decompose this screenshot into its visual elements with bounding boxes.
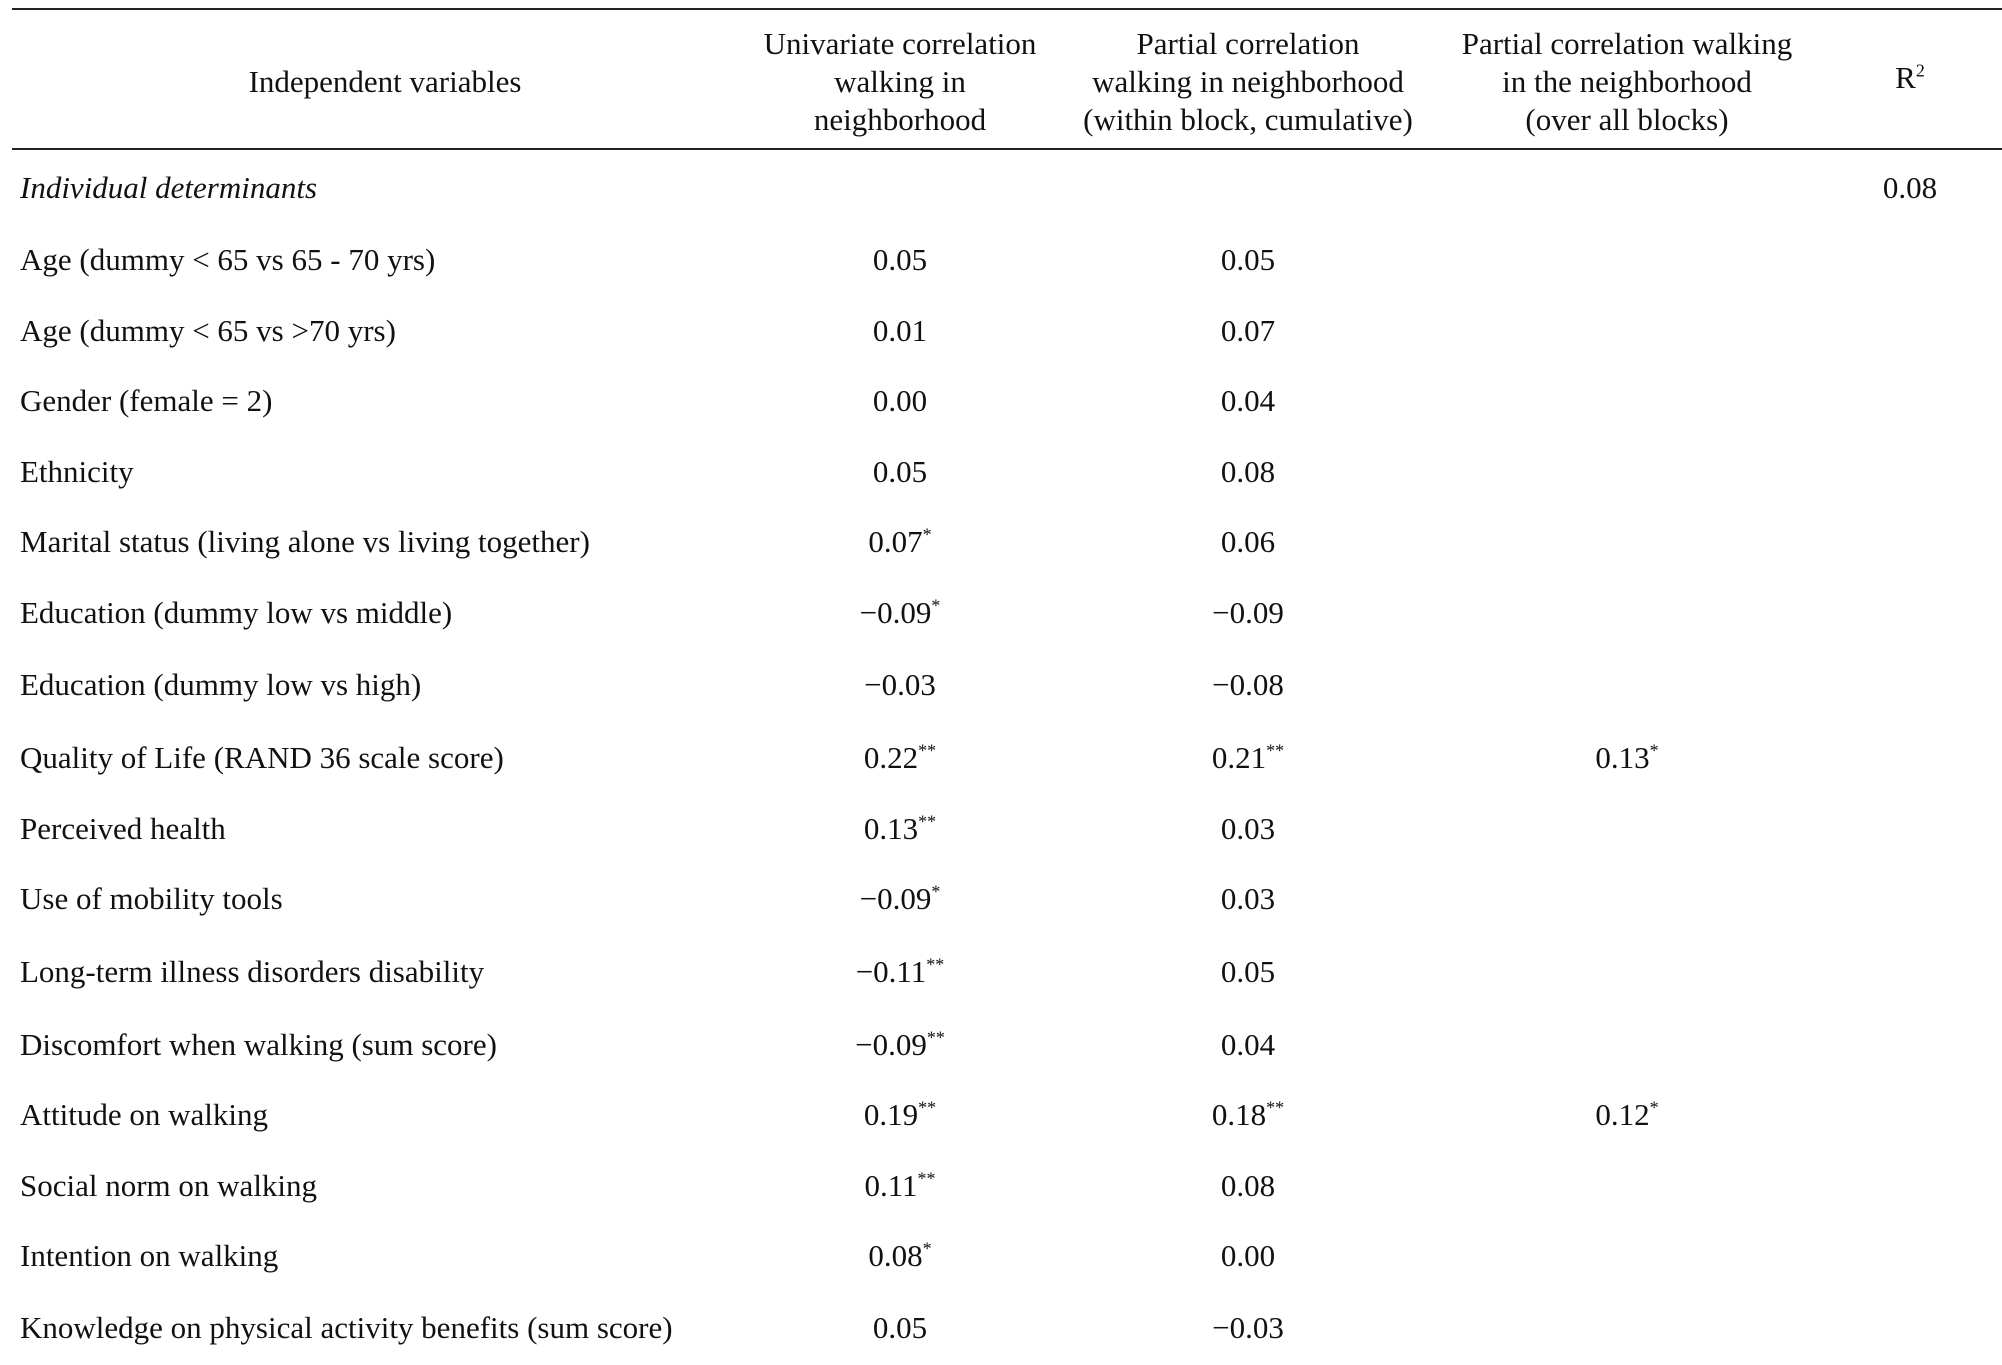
section-label: Individual determinants (20, 170, 318, 205)
row-label (20, 1166, 317, 1206)
row-partial-within-value: 0.05 (1220, 242, 1276, 277)
row-label-value: Age (dummy < 65 vs >70 yrs) (20, 313, 396, 348)
header-univariate-line-3: neighborhood (813, 102, 987, 137)
row-univariate (720, 952, 1080, 992)
row-univariate (720, 452, 1080, 492)
row-partial-within (1068, 879, 1428, 919)
row-univariate-value: −0.09 (859, 595, 932, 630)
header-partial-over-line-2: in the neighborhood (1502, 64, 1752, 99)
row-univariate-value: 0.19 (863, 1097, 919, 1132)
row-label-value: Education (dummy low vs middle) (20, 595, 453, 630)
row-partial-over-significance: * (1649, 1097, 1659, 1118)
row-label-value: Perceived health (20, 811, 226, 846)
row-univariate-value: −0.09 (855, 1027, 927, 1062)
row-univariate (720, 381, 1080, 421)
header-univariate-lines (764, 25, 1037, 139)
header-partial-over (1427, 22, 1827, 142)
row-univariate (720, 665, 1080, 705)
row-univariate-value: 0.22 (863, 740, 919, 775)
row-label-value: Gender (female = 2) (20, 383, 273, 418)
row-partial-within (1068, 1025, 1428, 1065)
row-partial-within-value: 0.08 (1220, 454, 1276, 489)
row-label (20, 1025, 497, 1065)
row-univariate (720, 1308, 1080, 1348)
row-label (20, 879, 283, 919)
header-r-squared (1820, 18, 2000, 138)
row-label-value: Marital status (living alone vs living together) (20, 524, 590, 559)
row-univariate (720, 240, 1080, 280)
row-label (20, 809, 226, 849)
row-partial-within-value: 0.04 (1220, 383, 1276, 418)
row-label (20, 738, 504, 778)
row-partial-within-value: −0.08 (1212, 667, 1284, 702)
row-label-value: Discomfort when walking (sum score) (20, 1027, 497, 1062)
row-univariate-significance: ** (918, 811, 937, 832)
row-univariate-value: 0.05 (872, 242, 928, 277)
row-partial-within (1068, 240, 1428, 280)
header-univariate-line-2: walking in (834, 64, 966, 99)
row-label (20, 952, 484, 992)
row-partial-within-value: 0.03 (1220, 811, 1276, 846)
row-partial-within-value: −0.09 (1212, 595, 1284, 630)
row-partial-within (1068, 311, 1428, 351)
row-partial-within-value: 0.04 (1220, 1027, 1276, 1062)
row-label-value: Attitude on walking (20, 1097, 268, 1132)
header-r2-base: R (1895, 60, 1916, 95)
section-r2-value: 0.08 (1882, 170, 1938, 205)
row-univariate-value: 0.07 (868, 524, 923, 559)
row-partial-over-significance: * (1649, 740, 1659, 761)
row-univariate (720, 593, 1080, 633)
table-top-rule (12, 8, 2002, 10)
row-partial-within (1068, 665, 1428, 705)
row-partial-within-value: 0.18 (1211, 1097, 1267, 1132)
row-partial-within-value: 0.05 (1220, 954, 1276, 989)
header-partial-within-line-3: (within block, cumulative) (1083, 102, 1413, 137)
row-univariate-value: 0.01 (872, 313, 928, 348)
row-partial-within (1068, 738, 1428, 778)
row-univariate (720, 1236, 1080, 1276)
row-label-value: Social norm on walking (20, 1168, 318, 1203)
header-partial-over-line-1: Partial correlation walking (1461, 26, 1793, 61)
row-partial-over (1447, 1095, 1807, 1135)
row-univariate (720, 1025, 1080, 1065)
row-label (20, 1236, 278, 1276)
row-univariate-significance: * (922, 1238, 932, 1259)
row-univariate-significance: ** (918, 1097, 937, 1118)
row-label-value: Knowledge on physical activity benefits (sum score) (20, 1310, 673, 1345)
row-partial-within-significance: ** (1266, 740, 1285, 761)
row-univariate-significance: ** (918, 740, 937, 761)
header-independent-variables (20, 22, 750, 142)
header-independent-text: Independent variables (248, 64, 522, 99)
header-r2-sup: 2 (1915, 60, 1925, 81)
header-partial-over-line-3: (over all blocks) (1525, 102, 1729, 137)
row-univariate (720, 879, 1080, 919)
row-univariate-significance: * (931, 595, 941, 616)
row-univariate-significance: ** (926, 954, 945, 975)
row-label (20, 381, 272, 421)
row-label-value: Education (dummy low vs high) (20, 667, 422, 702)
row-partial-over (1447, 738, 1807, 778)
row-univariate-value: 0.13 (863, 811, 919, 846)
row-univariate-value: 0.00 (872, 383, 928, 418)
row-label (20, 593, 452, 633)
row-label-value: Ethnicity (20, 454, 134, 489)
row-partial-within-value: 0.06 (1220, 524, 1276, 559)
row-partial-within (1068, 1166, 1428, 1206)
header-univariate-line-1: Univariate correlation (763, 26, 1037, 61)
row-label (20, 452, 134, 492)
header-partial-over-lines (1462, 25, 1793, 139)
row-label (20, 1095, 268, 1135)
row-label (20, 1308, 673, 1348)
row-label-value: Intention on walking (20, 1238, 279, 1273)
row-partial-over-value: 0.12 (1595, 1097, 1650, 1132)
header-r2-text (1895, 59, 1925, 97)
row-label (20, 665, 421, 705)
row-label-value: Quality of Life (RAND 36 scale score) (20, 740, 504, 775)
row-univariate-value: 0.11 (864, 1168, 918, 1203)
row-univariate-value: −0.09 (859, 881, 932, 916)
row-label (20, 522, 590, 562)
row-univariate (720, 738, 1080, 778)
row-partial-over-value: 0.13 (1595, 740, 1650, 775)
row-partial-within (1068, 593, 1428, 633)
row-label-value: Long-term illness disorders disability (20, 954, 485, 989)
row-partial-within (1068, 1236, 1428, 1276)
row-partial-within (1068, 381, 1428, 421)
row-partial-within (1068, 809, 1428, 849)
row-partial-within-value: 0.03 (1220, 881, 1276, 916)
row-univariate-value: −0.11 (855, 954, 927, 989)
row-partial-within (1068, 1095, 1428, 1135)
row-univariate-significance: ** (917, 1168, 936, 1189)
row-univariate (720, 522, 1080, 562)
row-partial-within-value: 0.21 (1211, 740, 1267, 775)
header-partial-within (1048, 22, 1448, 142)
header-partial-within-line-1: Partial correlation (1136, 26, 1360, 61)
row-partial-within (1068, 952, 1428, 992)
row-label-value: Use of mobility tools (20, 881, 283, 916)
row-partial-within-significance: ** (1266, 1097, 1285, 1118)
header-partial-within-line-2: walking in neighborhood (1092, 64, 1404, 99)
row-partial-within-value: 0.08 (1220, 1168, 1276, 1203)
row-partial-within (1068, 522, 1428, 562)
row-partial-within-value: 0.00 (1220, 1238, 1276, 1273)
row-univariate-significance: ** (926, 1027, 945, 1048)
row-univariate (720, 1095, 1080, 1135)
row-partial-within-value: 0.07 (1220, 313, 1276, 348)
row-partial-within-value: −0.03 (1212, 1310, 1284, 1345)
row-label-value: Age (dummy < 65 vs 65 - 70 yrs) (20, 242, 436, 277)
row-label (20, 311, 396, 351)
table-header-rule (12, 148, 2002, 150)
row-univariate-value: 0.05 (872, 454, 928, 489)
row-partial-within (1068, 452, 1428, 492)
row-label (20, 240, 435, 280)
row-univariate (720, 311, 1080, 351)
row-univariate (720, 809, 1080, 849)
header-univariate (720, 22, 1080, 142)
row-univariate-value: 0.08 (868, 1238, 923, 1273)
row-univariate (720, 1166, 1080, 1206)
row-univariate-value: −0.03 (864, 667, 936, 702)
row-univariate-value: 0.05 (872, 1310, 928, 1345)
row-univariate-significance: * (931, 881, 941, 902)
header-partial-within-lines (1083, 25, 1413, 139)
row-partial-within (1068, 1308, 1428, 1348)
row-univariate-significance: * (922, 524, 932, 545)
